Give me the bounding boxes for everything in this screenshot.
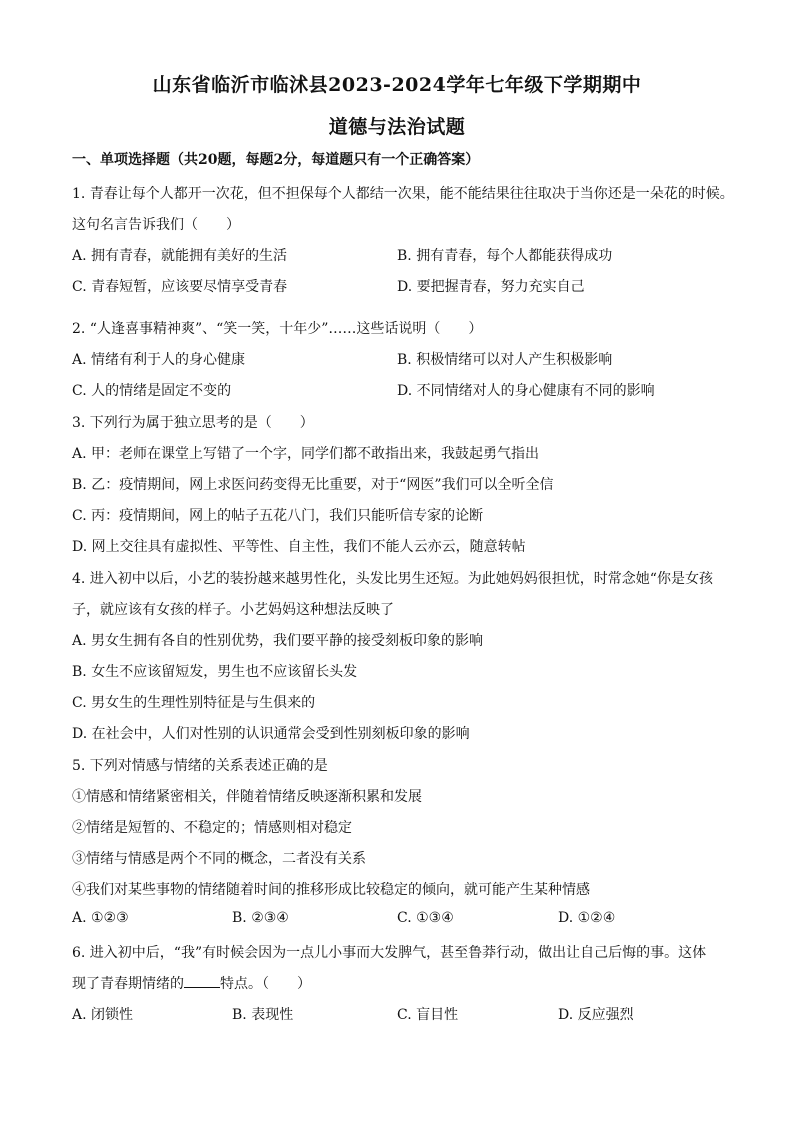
question-2-option-c: C. 人的情绪是固定不变的 bbox=[72, 383, 232, 399]
question-6-option-b: B. 表现性 bbox=[232, 1007, 294, 1023]
question-5-statement-4: ④我们对某些事物的情绪随着时间的推移形成比较稳定的倾向，就可能产生某种情感 bbox=[72, 882, 590, 898]
question-2-option-b: B. 积极情绪可以对人产生积极影响 bbox=[397, 352, 613, 368]
question-1-option-a: A. 拥有青春，就能拥有美好的生活 bbox=[72, 248, 288, 264]
question-5-statement-2: ②情绪是短暂的、不稳定的；情感则相对稳定 bbox=[72, 820, 352, 836]
question-1-option-c: C. 青春短暂，应该要尽情享受青春 bbox=[72, 279, 288, 295]
question-3-option-b: B. 乙：疫情期间，网上求医问药变得无比重要，对于“网医”我们可以全听全信 bbox=[72, 477, 554, 493]
question-5-statement-3: ③情绪与情感是两个不同的概念，二者没有关系 bbox=[72, 851, 366, 867]
question-5-stem: 5. 下列对情感与情绪的关系表述正确的是 bbox=[72, 758, 328, 774]
question-5-option-a: A. ①②③ bbox=[72, 910, 129, 926]
question-5-option-d: D. ①②④ bbox=[558, 910, 616, 926]
question-6-stem-line2 bbox=[72, 973, 311, 993]
question-1-option-d: D. 要把握青春，努力充实自己 bbox=[397, 279, 585, 295]
question-1-stem-line1: 1. 青春让每个人都开一次花，但不担保每个人都结一次果，能不能结果往往取决于当你还是一朵花的时候。 bbox=[72, 186, 734, 202]
question-5-statement-1: ①情感和情绪紧密相关，伴随着情绪反映逐渐积累和发展 bbox=[72, 789, 422, 805]
question-4-option-b: B. 女生不应该留短发，男生也不应该留长头发 bbox=[72, 664, 358, 680]
question-3-stem: 3. 下列行为属于独立思考的是（ ） bbox=[72, 415, 314, 431]
exam-title: 山东省临沂市临沭县2023-2024学年七年级下学期期中 bbox=[152, 74, 642, 96]
question-4-option-d: D. 在社会中，人们对性别的认识通常会受到性别刻板印象的影响 bbox=[72, 726, 470, 742]
question-3-option-d: D. 网上交往具有虚拟性、平等性、自主性，我们不能人云亦云，随意转帖 bbox=[72, 539, 526, 555]
question-4-stem-line1: 4. 进入初中以后，小艺的装扮越来越男性化，头发比男生还短。为此她妈妈很担忧，时常念她“你是女孩 bbox=[72, 571, 713, 587]
question-6-stem-after-blank: 特点。（ ） bbox=[220, 976, 311, 992]
question-6-stem-before-blank: 现了青春期情绪的 bbox=[72, 976, 184, 992]
answer-blank bbox=[184, 973, 220, 988]
question-5-option-c: C. ①③④ bbox=[397, 910, 454, 926]
section-heading: 一、单项选择题（共20题，每题2分，每道题只有一个正确答案） bbox=[72, 152, 480, 168]
question-4-option-a: A. 男女生拥有各自的性别优势，我们要平静的接受刻板印象的影响 bbox=[72, 633, 484, 649]
question-6-stem-line1: 6. 进入初中后，“我”有时候会因为一点儿小事而大发脾气，甚至鲁莽行动，做出让自己后悔的事。这体 bbox=[72, 945, 707, 961]
question-6-option-c: C. 盲目性 bbox=[397, 1007, 459, 1023]
question-3-option-a: A. 甲：老师在课堂上写错了一个字，同学们都不敢指出来，我鼓起勇气指出 bbox=[72, 446, 540, 462]
question-3-option-c: C. 丙：疫情期间，网上的帖子五花八门，我们只能听信专家的论断 bbox=[72, 508, 484, 524]
question-2-option-a: A. 情绪有利于人的身心健康 bbox=[72, 352, 246, 368]
exam-subject-title: 道德与法治试题 bbox=[328, 116, 466, 138]
question-2-option-d: D. 不同情绪对人的身心健康有不同的影响 bbox=[397, 383, 655, 399]
question-4-option-c: C. 男女生的生理性别特征是与生俱来的 bbox=[72, 695, 316, 711]
question-1-stem-line2: 这句名言告诉我们（ ） bbox=[72, 217, 240, 233]
question-1-option-b: B. 拥有青春，每个人都能获得成功 bbox=[397, 248, 613, 264]
question-6-option-a: A. 闭锁性 bbox=[72, 1007, 134, 1023]
question-2-stem: 2. “人逢喜事精神爽”、“笑一笑，十年少”……这些话说明（ ） bbox=[72, 321, 483, 337]
question-4-stem-line2: 子，就应该有女孩的样子。小艺妈妈这种想法反映了 bbox=[72, 602, 394, 618]
question-6-option-d: D. 反应强烈 bbox=[558, 1007, 634, 1023]
question-5-option-b: B. ②③④ bbox=[232, 910, 289, 926]
